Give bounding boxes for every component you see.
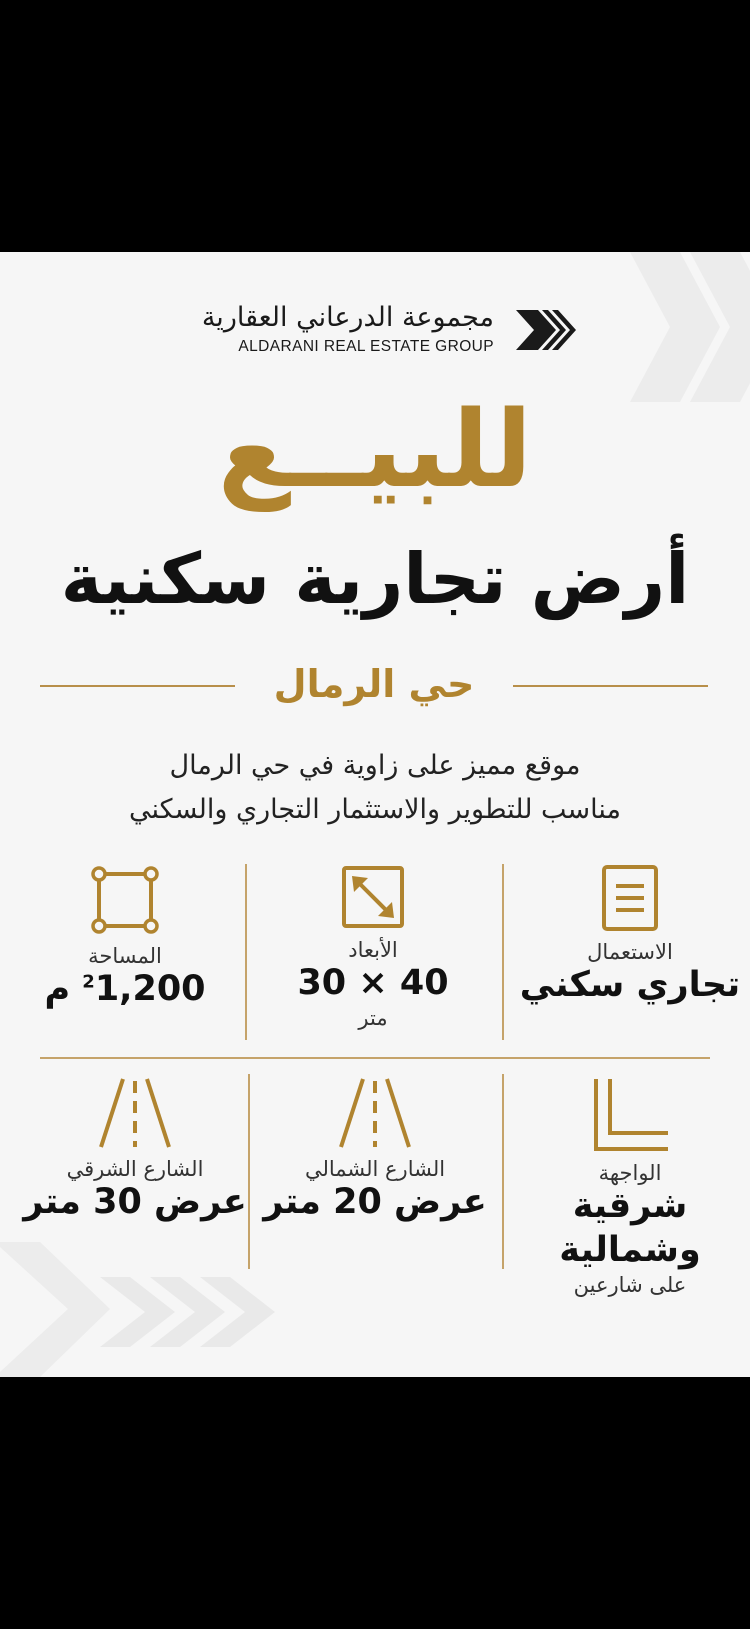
description-line-2: مناسب للتطوير والاستثمار التجاري والسكني [129, 794, 621, 825]
road-icon [95, 1077, 175, 1149]
spec-usage-value: تجاري سكني [519, 965, 741, 1005]
spec-east-street-label: الشارع الشرقي [66, 1157, 204, 1181]
spec-usage-label: الاستعمال [587, 940, 673, 964]
spec-frontage-value: شرقية وشمالية [559, 1186, 701, 1270]
district-row [40, 662, 708, 712]
spec-east-street-value: عرض 30 متر [23, 1182, 247, 1222]
spec-frontage [505, 1077, 750, 1297]
listing-poster [0, 252, 750, 1377]
road-icon [335, 1077, 415, 1149]
spec-frontage-label: الواجهة [598, 1161, 662, 1185]
spec-area-value [0, 968, 250, 1012]
brand-name-en: ALDARANI REAL ESTATE GROUP [238, 338, 494, 355]
spec-usage [505, 864, 750, 1008]
document-icon [600, 864, 660, 932]
spec-frontage-sub: على شارعين [573, 1272, 687, 1297]
description-line-1: موقع مميز على زاوية في حي الرمال [169, 750, 581, 781]
spec-east-street [10, 1077, 260, 1225]
brand-name-ar: مجموعة الدرعاني العقارية [201, 302, 494, 333]
spec-area-unit-exponent: 2 [82, 971, 95, 993]
property-type-heading: أرض تجارية سكنية [60, 538, 690, 620]
brand-logo [176, 302, 576, 362]
triple-chevron-icon [512, 306, 576, 354]
spec-north-street-label: الشارع الشمالي [304, 1157, 446, 1181]
spec-dimensions-value: 30 × 40 [297, 963, 449, 1003]
decorative-chevron-bottom-left [0, 1242, 280, 1377]
grid-divider [502, 864, 504, 1040]
spec-area [0, 864, 250, 1012]
spec-north-street [250, 1077, 500, 1225]
dimensions-icon [340, 864, 406, 930]
corner-icon [590, 1077, 670, 1153]
spec-north-street-value: عرض 20 متر [263, 1182, 487, 1222]
district-name: حي الرمال [273, 662, 475, 706]
grid-divider [40, 1057, 710, 1059]
area-icon [89, 864, 161, 936]
for-sale-heading: للبيــع [217, 388, 533, 511]
spec-dimensions [248, 864, 498, 1030]
grid-divider [502, 1074, 504, 1269]
spec-area-number: 1,200 م [44, 969, 206, 1009]
spec-dimensions-unit: متر [358, 1005, 388, 1030]
spec-dimensions-label: الأبعاد [348, 938, 398, 962]
spec-area-label: المساحة [88, 944, 162, 968]
decorative-chevron-top-right [560, 252, 750, 402]
